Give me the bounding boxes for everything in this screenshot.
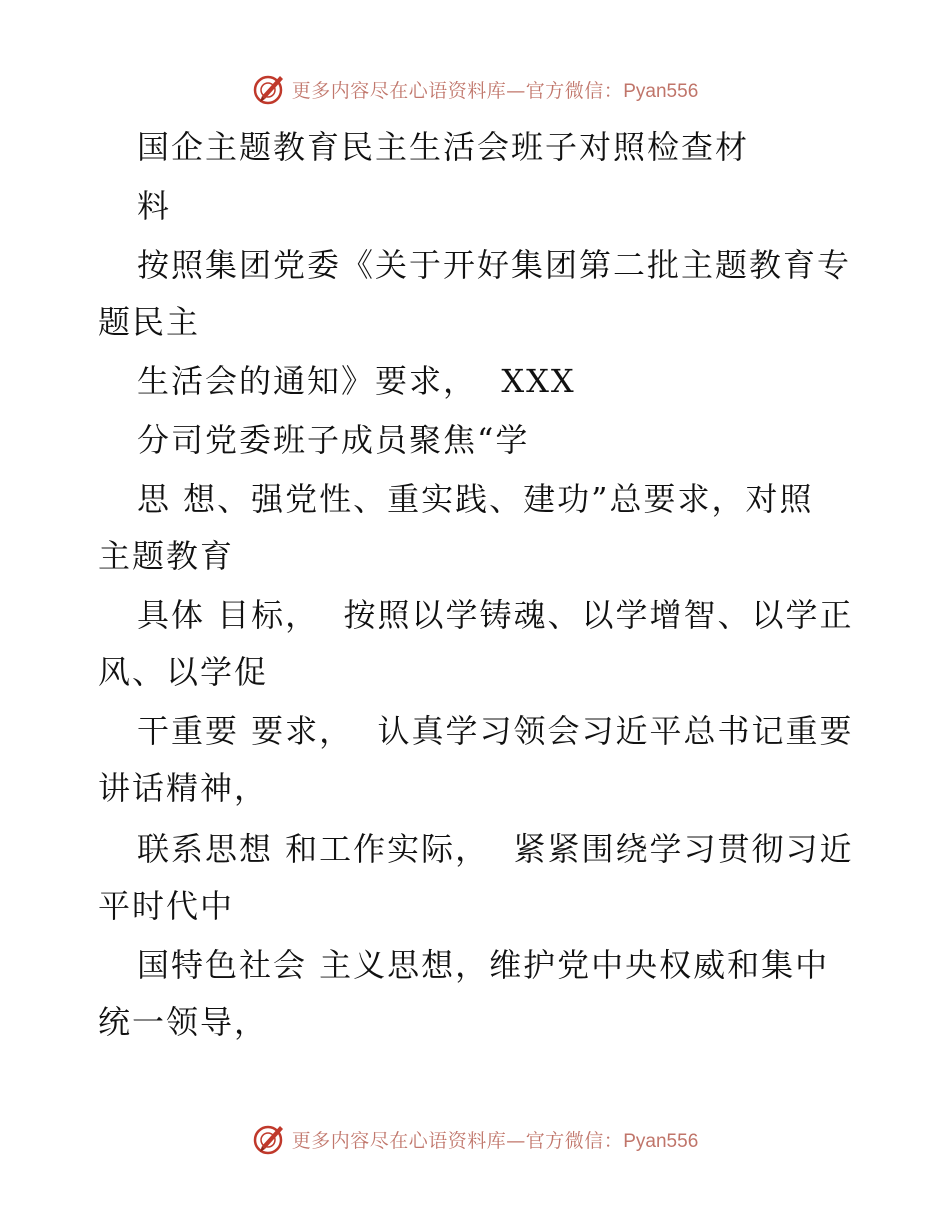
paragraph-line: 具体 目标， 按照以学铸魂、以学增智、以学正 — [137, 596, 854, 634]
paragraph-line: 按照集团党委《关于开好集团第二批主题教育专 — [137, 246, 852, 284]
paragraph-line: 平时代中 — [98, 887, 235, 925]
footer-watermark — [0, 1122, 950, 1156]
paragraph-line: 思 想、强党性、重实践、建功”总要求，对照 — [137, 480, 814, 518]
paragraph-line: 统一领导， — [98, 1003, 269, 1041]
paragraph-line: 联系思想 和工作实际， 紧紧围绕学习贯彻习近 — [137, 830, 854, 868]
paragraph-line: 国特色社会 主义思想，维护党中央权威和集中 — [137, 946, 830, 984]
document-title-line-2: 料 — [137, 187, 172, 225]
paragraph-line: 风、以学促 — [98, 653, 269, 691]
pen-logo-icon — [252, 1122, 286, 1156]
paragraph-line: 讲话精神， — [98, 769, 269, 807]
paragraph-line: 主题教育 — [98, 537, 235, 575]
paragraph-line: 分司党委班子成员聚焦“学 — [137, 421, 530, 459]
header-watermark — [0, 72, 950, 106]
paragraph-line: 生活会的通知》要求， XXX — [137, 362, 576, 400]
watermark-text: 更多内容尽在心语资料库—官方微信：Pyan556 — [291, 1129, 699, 1152]
pen-logo-icon — [252, 72, 286, 106]
watermark-text: 更多内容尽在心语资料库—官方微信：Pyan556 — [291, 79, 699, 102]
paragraph-line: 题民主 — [98, 303, 201, 341]
document-title-line-1: 国企主题教育民主生活会班子对照检查材 — [137, 128, 750, 166]
paragraph-line: 干重要 要求， 认真学习领会习近平总书记重要 — [137, 712, 854, 750]
